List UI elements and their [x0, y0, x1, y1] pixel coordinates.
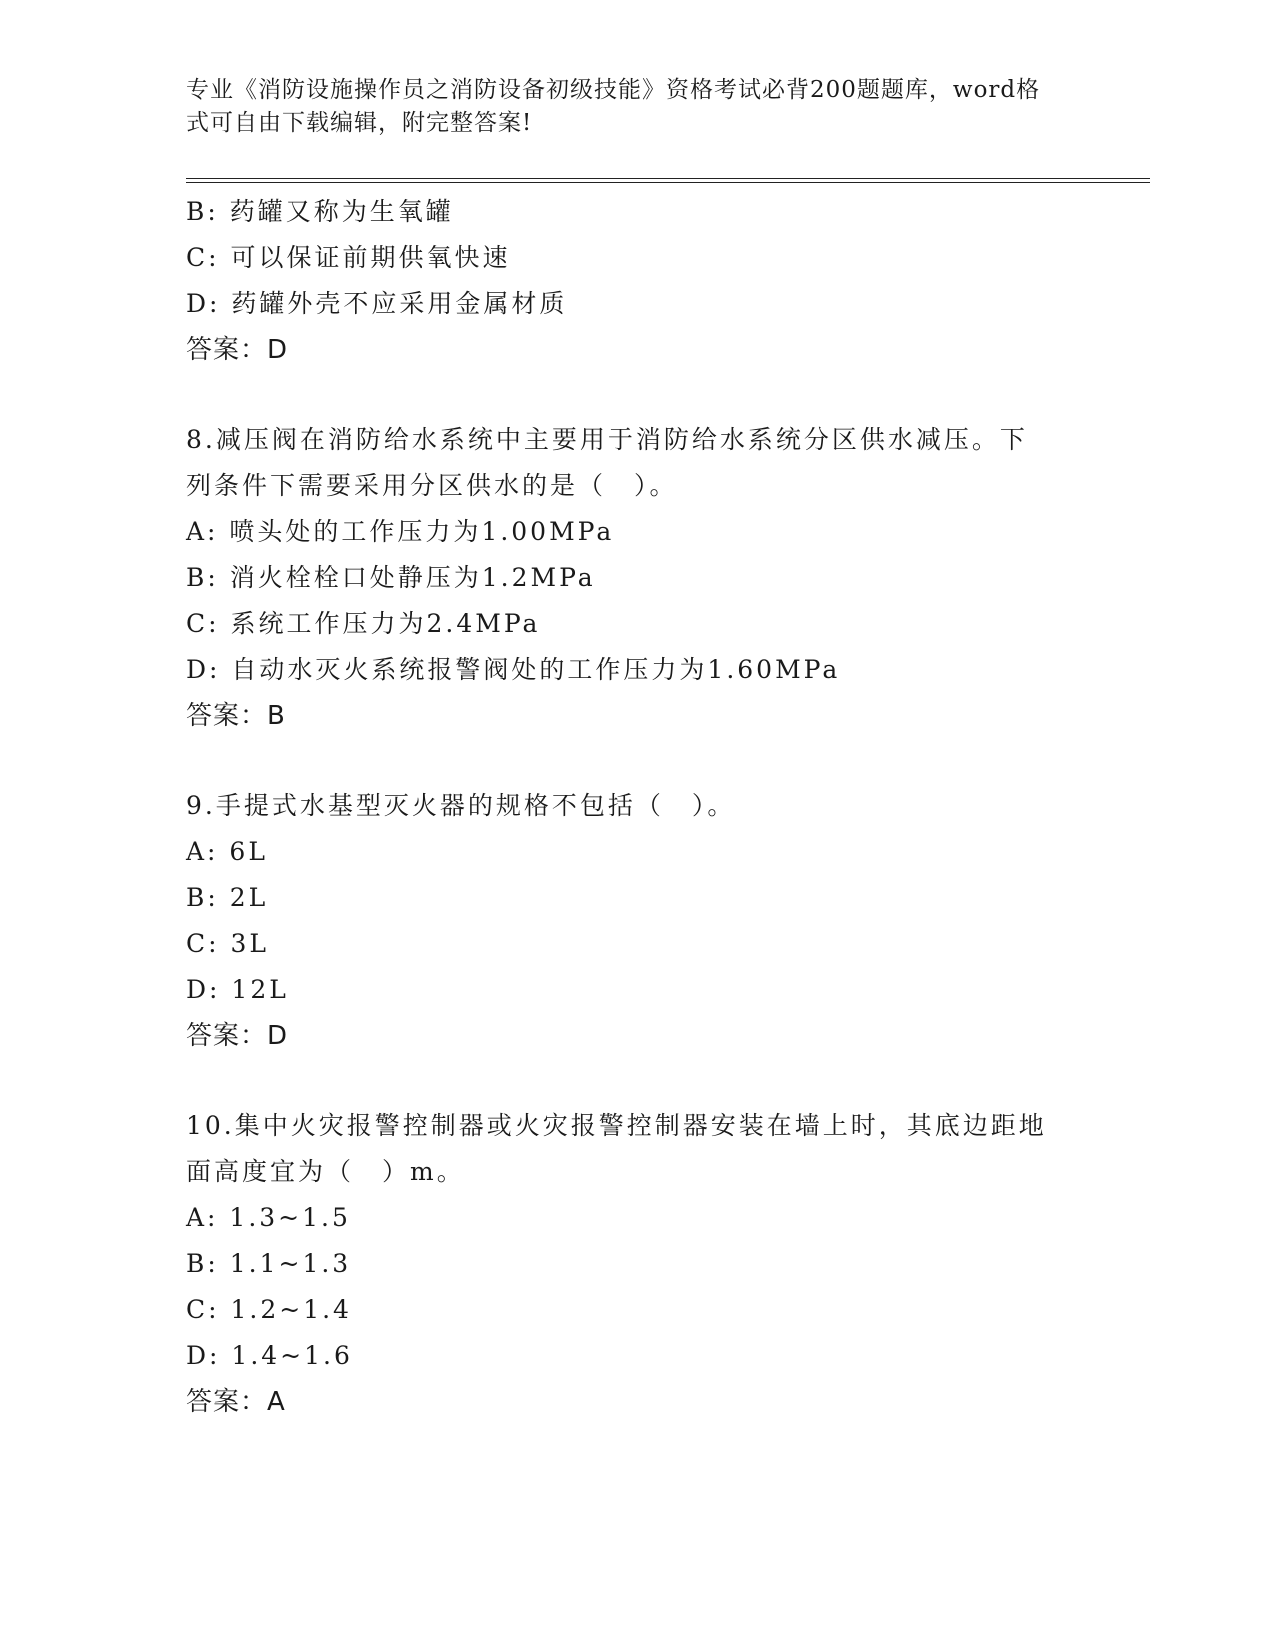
option-b: B: 药罐又称为生氧罐: [186, 197, 454, 226]
option-d: D: 1.4~1.6: [186, 1341, 353, 1370]
option-b: B: 2L: [186, 883, 269, 912]
question-content: [186, 189, 1086, 1425]
header-line-2: 式可自由下载编辑，附完整答案!: [186, 110, 533, 136]
answer: 答案：B: [186, 701, 286, 731]
option-b: B: 1.1~1.3: [186, 1249, 352, 1278]
document-header: [186, 74, 1066, 140]
option-c: C: 3L: [186, 929, 270, 958]
header-line-1: 专业《消防设施操作员之消防设备初级技能》资格考试必背200题题库，word格: [186, 77, 1041, 103]
answer: 答案：D: [186, 335, 289, 365]
option-c: C: 1.2~1.4: [186, 1295, 352, 1324]
question-stem: 8.减压阀在消防给水系统中主要用于消防给水系统分区供水减压。下: [186, 425, 1028, 454]
spacer: [186, 1059, 1086, 1103]
question-8: [186, 417, 1086, 739]
question-stem: 10.集中火灾报警控制器或火灾报警控制器安装在墙上时，其底边距地: [186, 1111, 1047, 1140]
header-divider-bottom: [186, 182, 1150, 183]
question-stem: 列条件下需要采用分区供水的是（ ）。: [186, 471, 678, 500]
option-a: A: 6L: [186, 837, 268, 866]
option-d: D: 药罐外壳不应采用金属材质: [186, 289, 568, 318]
spacer: [186, 373, 1086, 417]
option-b: B: 消火栓栓口处静压为1.2MPa: [186, 563, 596, 592]
option-c: C: 可以保证前期供氧快速: [186, 243, 511, 272]
option-a: A: 喷头处的工作压力为1.00MPa: [186, 517, 615, 546]
header-divider-top: [186, 178, 1150, 179]
question-7-continued: [186, 189, 1086, 373]
answer: 答案：D: [186, 1021, 289, 1051]
option-c: C: 系统工作压力为2.4MPa: [186, 609, 541, 638]
answer: 答案：A: [186, 1387, 286, 1417]
question-stem: 9.手提式水基型灭火器的规格不包括（ ）。: [186, 791, 736, 820]
spacer: [186, 739, 1086, 783]
question-stem: 面高度宜为（ ）m。: [186, 1157, 465, 1186]
option-a: A: 1.3~1.5: [186, 1203, 351, 1232]
question-9: [186, 783, 1086, 1059]
option-d: D: 12L: [186, 975, 289, 1004]
question-10: [186, 1103, 1086, 1425]
option-d: D: 自动水灭火系统报警阀处的工作压力为1.60MPa: [186, 655, 841, 684]
